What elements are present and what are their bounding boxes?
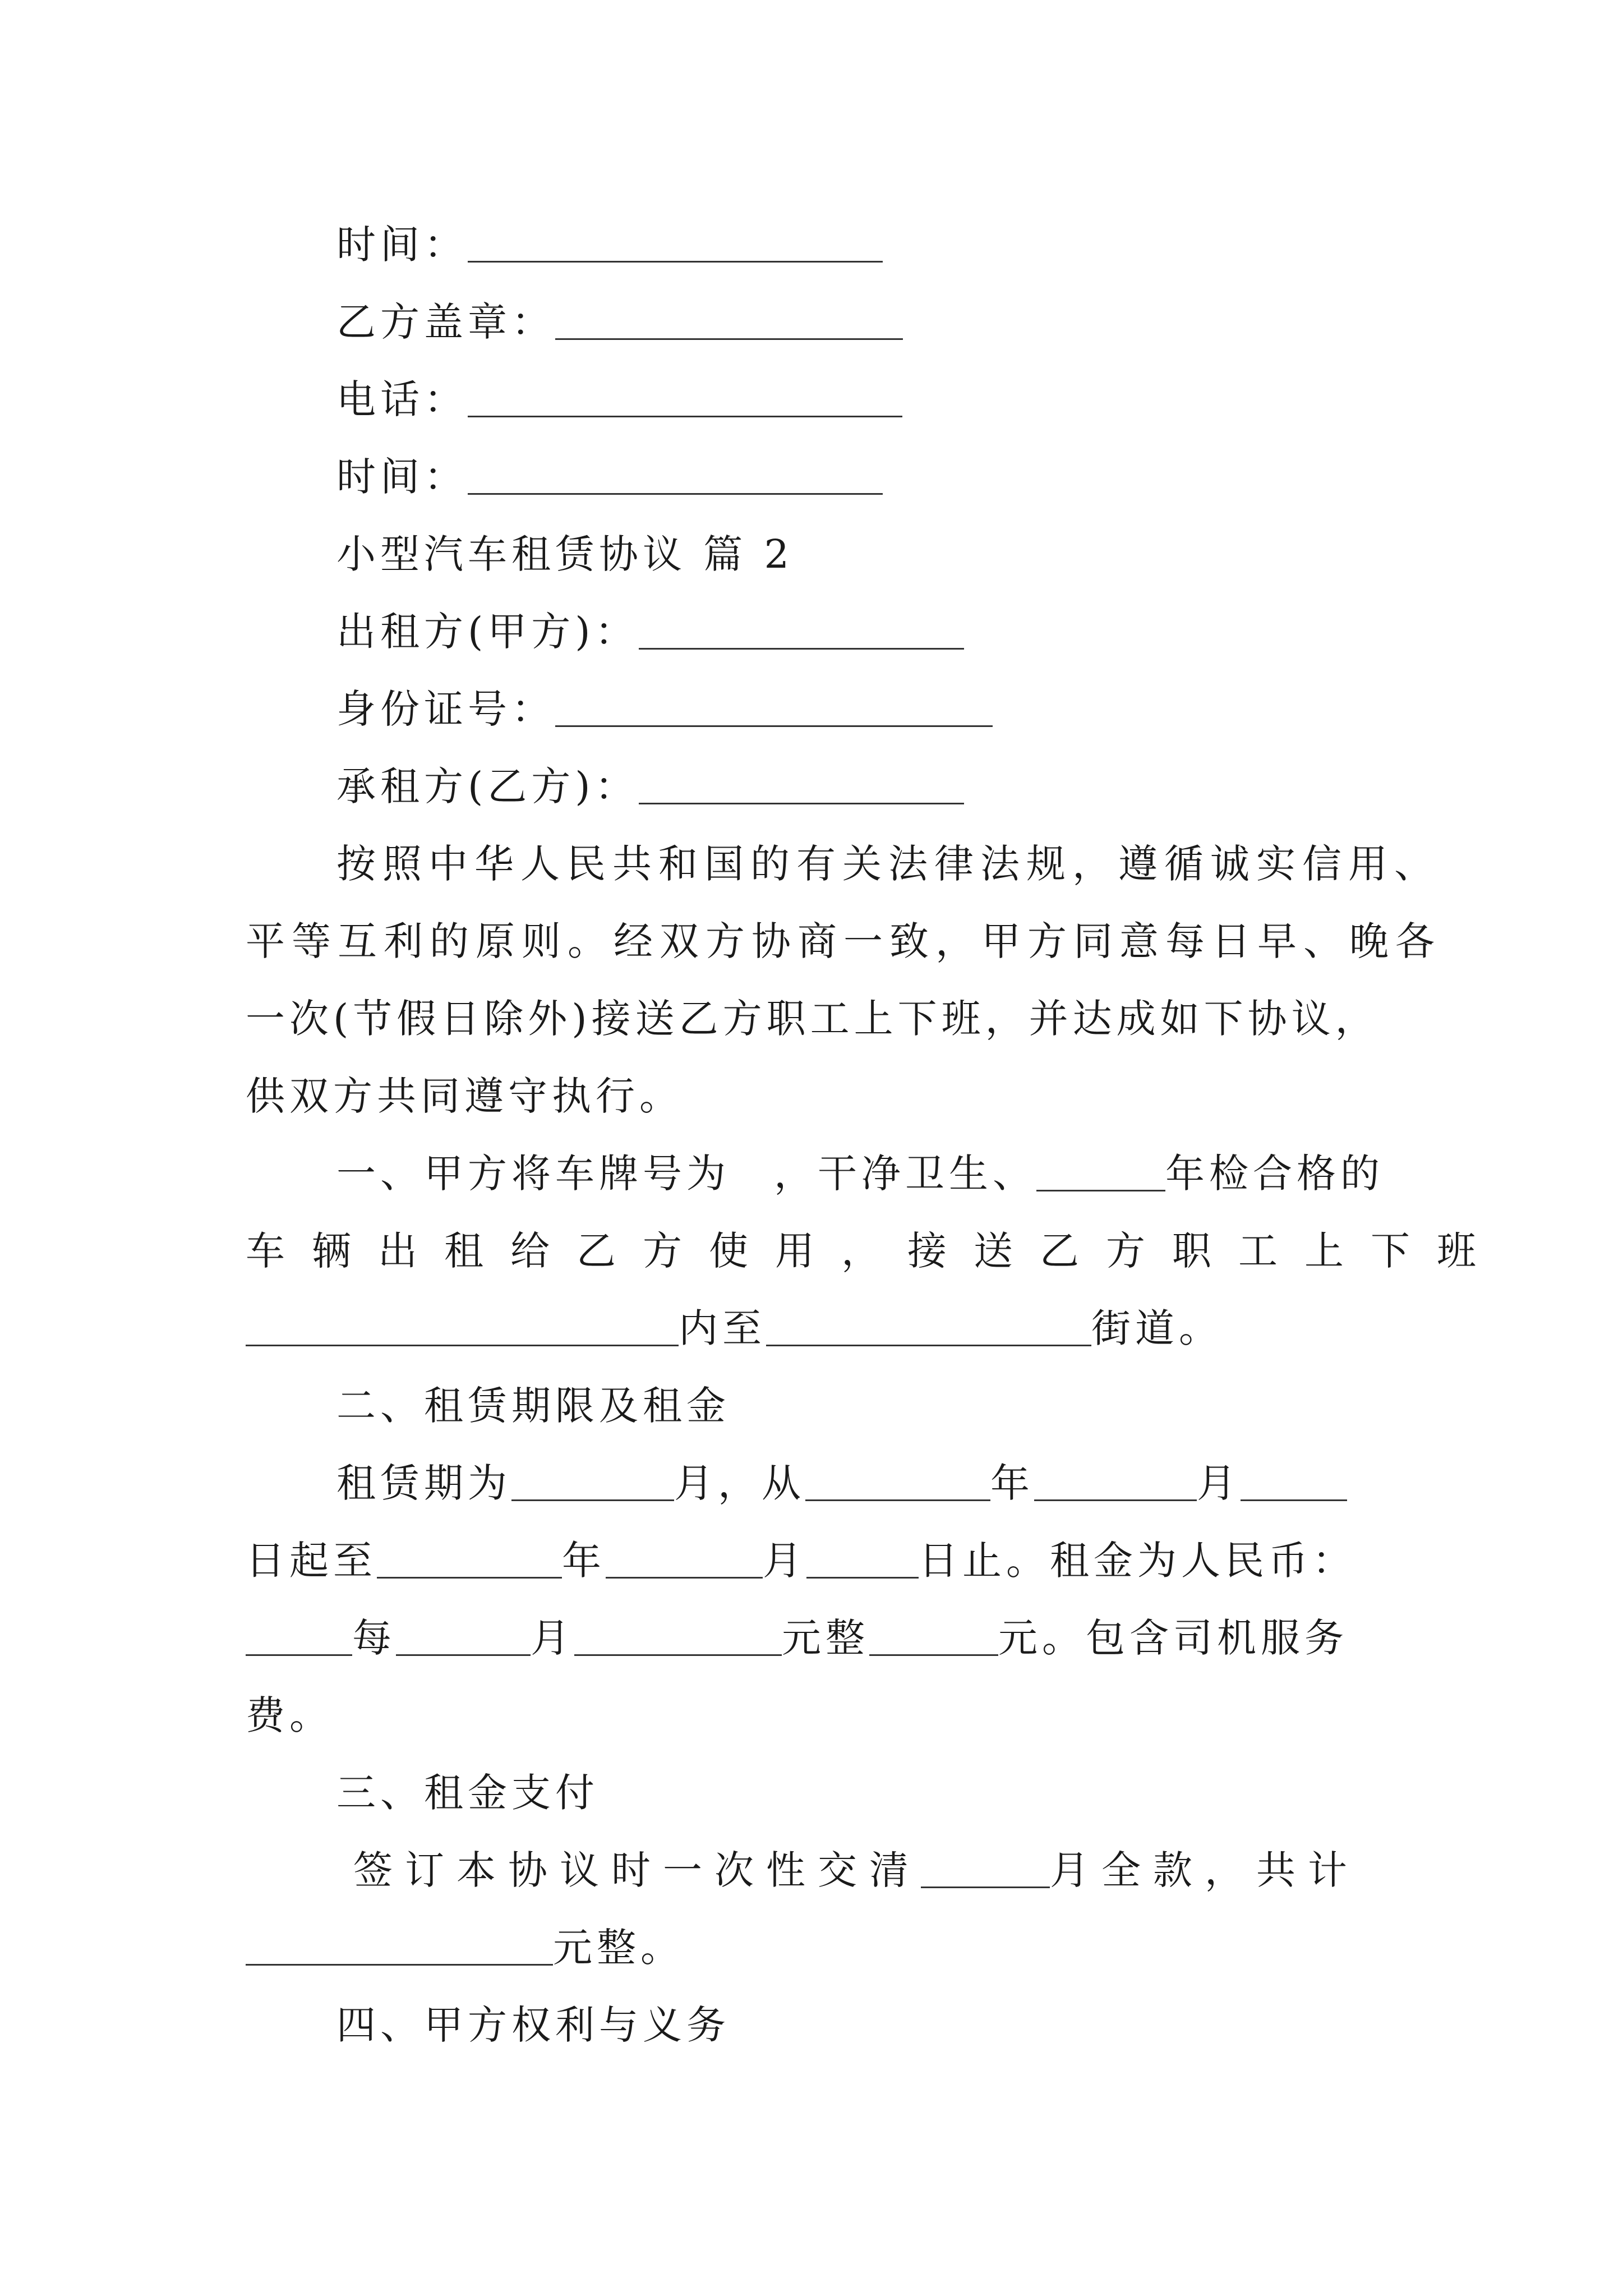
- payment-line: 元整。: [246, 1922, 1378, 1973]
- blank-field: [766, 1341, 1091, 1346]
- blank-field: [1036, 1186, 1165, 1191]
- party-b-seal-line: 乙方盖章：: [336, 296, 1380, 348]
- payment-line: 签订本协议时一次性交清 月全款，共计: [353, 1847, 1359, 1893]
- blank-field: [468, 257, 883, 263]
- blank-field: [555, 722, 993, 727]
- paragraph-line: 按照中华人民共和国的有关法律法规，遵循诚实信用、: [336, 841, 1440, 887]
- blank-field: [921, 1883, 1050, 1888]
- blank-field: [639, 799, 964, 804]
- signature-time-line: 时间：: [336, 219, 1380, 270]
- blank-field: [574, 1651, 782, 1656]
- section-heading: 四、甲方权利与义务: [336, 2002, 730, 2048]
- blank-field: [377, 1573, 562, 1579]
- lessor-line: 出租方(甲方)：: [336, 606, 1380, 657]
- time-line: 时间：: [336, 451, 1380, 503]
- clause-1-line: 一、甲方将车牌号为 ，干净卫生、 年检合格的: [336, 1151, 1384, 1197]
- lessee-line: 承租方(乙方)：: [336, 761, 1380, 812]
- section-heading: 二、租赁期限及租金: [336, 1383, 730, 1429]
- blank-field: [246, 1961, 553, 1966]
- rent-period-line: 日起至 年 月 日止。租金为人民币：: [246, 1538, 1356, 1584]
- blank-field: [555, 335, 903, 340]
- section-heading: 三、租金支付: [336, 1770, 599, 1816]
- paragraph-line: 平等互利的原则。经双方协商一致，甲方同意每日早、晚各: [246, 918, 1441, 964]
- blank-field: [511, 1496, 674, 1501]
- id-number-line: 身份证号：: [336, 683, 1380, 735]
- paragraph-line: 供双方共同遵守执行。: [246, 1073, 683, 1119]
- blank-field: [1241, 1496, 1347, 1501]
- blank-field: [606, 1573, 763, 1579]
- blank-field: [468, 412, 902, 417]
- clause-1-line: 内至 街道。: [246, 1303, 1378, 1354]
- blank-field: [639, 645, 964, 650]
- rent-amount-line: 每 月 元整 元。包含司机服务: [246, 1612, 1378, 1664]
- blank-field: [805, 1496, 990, 1501]
- blank-field: [246, 1341, 679, 1346]
- rent-period-line: 租赁期为 月，从 年 月: [336, 1457, 1380, 1509]
- blank-field: [869, 1651, 998, 1656]
- clause-1-line: 车辆出租给乙方使用，接送乙方职工上下班: [246, 1228, 1503, 1274]
- blank-field: [468, 490, 883, 495]
- blank-field: [1034, 1496, 1197, 1501]
- blank-field: [246, 1651, 352, 1656]
- paragraph-line: 一次(节假日除外)接送乙方职工上下班，并达成如下协议，: [246, 996, 1379, 1042]
- paragraph-line: 费。: [246, 1692, 333, 1738]
- blank-field: [806, 1573, 919, 1579]
- phone-line: 电话：: [336, 374, 1380, 425]
- blank-field: [396, 1651, 531, 1656]
- agreement-title: 小型汽车租赁协议 篇 2: [336, 531, 794, 577]
